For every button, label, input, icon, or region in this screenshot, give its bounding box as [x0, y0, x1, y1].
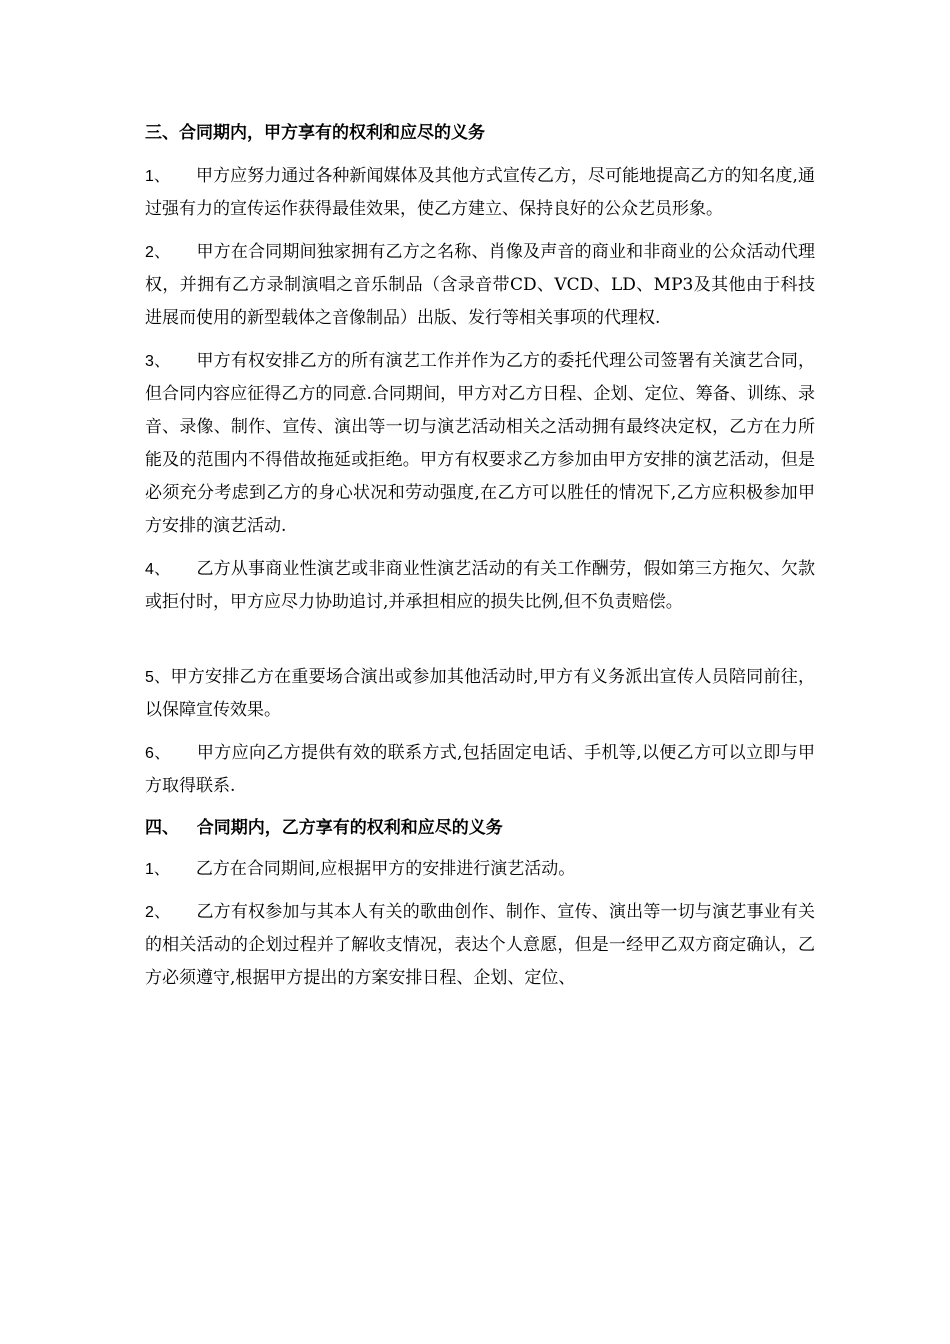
clause-number: 2、	[145, 904, 171, 921]
clause-number: 6、	[145, 745, 171, 762]
clause-text: 乙方有权参加与其本人有关的歌曲创作、制作、宣传、演出等一切与演艺事业有关的相关活动的企划过程并了解收支情况，表达个人意愿，但是一经甲乙双方商定确认，乙方必须遵守,根据甲方提出的方案安排日程、企划、定位、	[145, 902, 815, 988]
clause-number: 2、	[145, 244, 171, 261]
clause-number: 4、	[145, 561, 171, 578]
clause-3-1	[145, 160, 815, 226]
section-heading-3: 三、合同期内，甲方享有的权利和应尽的义务	[145, 123, 485, 143]
clause-3-2	[145, 236, 815, 335]
document-page	[145, 118, 815, 1005]
clause-3-4	[145, 553, 815, 619]
clause-number: 5、	[145, 669, 171, 686]
clause-text: 甲方应向乙方提供有效的联系方式,包括固定电话、手机等,以便乙方可以立即与甲方取得联系.	[145, 743, 815, 796]
blank-line	[145, 629, 815, 661]
clause-4-1	[145, 853, 815, 886]
clause-3-3	[145, 345, 815, 543]
clause-text: 甲方应努力通过各种新闻媒体及其他方式宣传乙方，尽可能地提高乙方的知名度,通过强有力的宣传运作获得最佳效果，使乙方建立、保持良好的公众艺员形象。	[145, 166, 816, 219]
clause-text: 乙方在合同期间,应根据甲方的安排进行演艺活动。	[195, 859, 576, 879]
clause-4-2	[145, 896, 815, 995]
clause-number: 1、	[145, 861, 170, 878]
clause-number: 3、	[145, 353, 171, 370]
clause-text: 甲方在合同期间独家拥有乙方之名称、肖像及声音的商业和非商业的公众活动代理权，并拥有乙方录制演唱之音乐制品（含录音带CD、VCD、LD、MP3及其他由于科技进展而使用的新型载体之音像制品）出版、发行等相关事项的代理权.	[145, 242, 815, 328]
clause-3-5	[145, 661, 815, 727]
clause-text: 甲方安排乙方在重要场合演出或参加其他活动时,甲方有义务派出宣传人员陪同前往，以保障宣传效果。	[145, 667, 815, 720]
clause-number: 1、	[145, 168, 170, 185]
clause-text: 乙方从事商业性演艺或非商业性演艺活动的有关工作酬劳，假如第三方拖欠、欠款或拒付时，甲方应尽力协助追讨,并承担相应的损失比例,但不负责赔偿。	[145, 559, 815, 612]
clause-3-6	[145, 737, 815, 803]
clause-text: 甲方有权安排乙方的所有演艺工作并作为乙方的委托代理公司签署有关演艺合同，但合同内容应征得乙方的同意.合同期间，甲方对乙方日程、企划、定位、筹备、训练、录音、录像、制作、宣传、演出等一切与演艺活动相关之活动拥有最终决定权，乙方在力所能及的范围内不得借故拖延或拒绝。甲方有权要求乙方参加由甲方安排的演艺活动，但是必须充分考虑到乙方的身心状况和劳动强度,在乙方可以胜任的情况下,乙方应积极参加甲方安排的演艺活动.	[145, 351, 815, 536]
section-heading-4: 四、 合同期内，乙方享有的权利和应尽的义务	[145, 818, 503, 838]
